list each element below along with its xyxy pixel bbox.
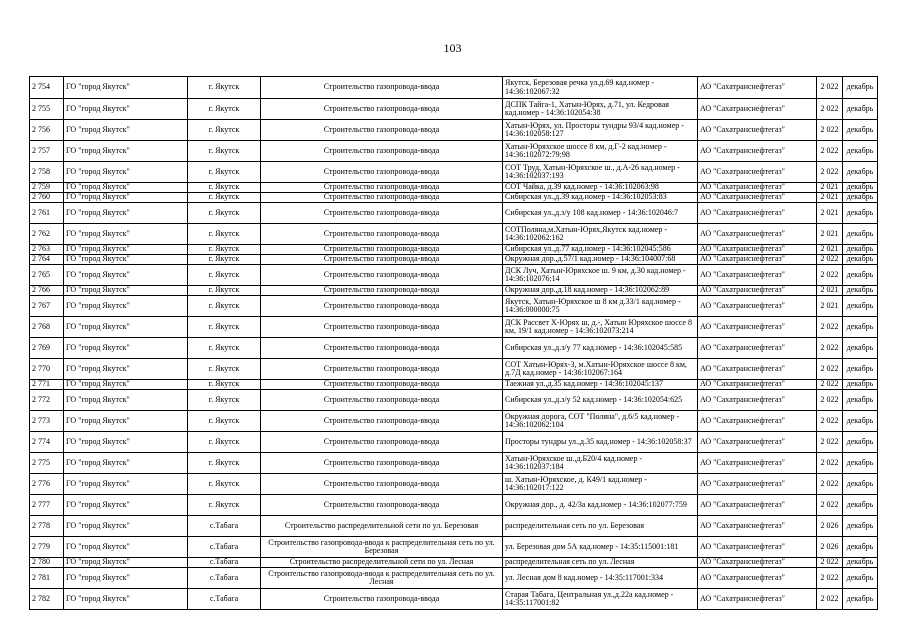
address-cell: Окружная дор.,д.18 кад.номер - 14:36:102062:89 xyxy=(503,286,698,296)
organization-cell: АО "Сахатранснефтегаз" xyxy=(698,495,817,516)
year-cell: 2 021 xyxy=(817,183,843,193)
address-cell: ДСК Луч, Хатын-Юряхское ш. 9 км, д.30 кад.номер - 14:36:102076:14 xyxy=(503,265,698,286)
settlement-cell: г. Якутск xyxy=(188,120,261,141)
work-type-cell: Строительство газопровода-ввода xyxy=(261,265,503,286)
year-cell: 2 022 xyxy=(817,411,843,432)
year-cell: 2 022 xyxy=(817,380,843,390)
work-type-cell: Строительство газопровода-ввода xyxy=(261,245,503,255)
row-number: 2 760 xyxy=(30,193,64,203)
settlement-cell: с.Табага xyxy=(188,589,261,610)
municipality-cell: ГО "город Якутск" xyxy=(64,77,188,99)
year-cell: 2 021 xyxy=(817,296,843,317)
month-cell: декабрь xyxy=(843,568,878,589)
year-cell: 2 022 xyxy=(817,99,843,120)
municipality-cell: ГО "город Якутск" xyxy=(64,338,188,359)
settlement-cell: с.Табага xyxy=(188,558,261,568)
settlement-cell: г. Якутск xyxy=(188,453,261,474)
address-cell: Хатын-Юряхское ш.,д.Б20/4 кад.номер - 14:36:102037:184 xyxy=(503,453,698,474)
address-cell: Сибирская ул.,д.з/у 77 кад.номер - 14:36:102045:585 xyxy=(503,338,698,359)
address-cell: Якутск, Березовая речка ул.д.69 кад.номер - 14:36:102067:32 xyxy=(503,77,698,99)
table-row xyxy=(30,245,878,255)
year-cell: 2 026 xyxy=(817,516,843,537)
table-row xyxy=(30,589,878,610)
row-number: 2 767 xyxy=(30,296,64,317)
organization-cell: АО "Сахатранснефтегаз" xyxy=(698,224,817,245)
settlement-cell: г. Якутск xyxy=(188,296,261,317)
work-type-cell: Строительство газопровода-ввода xyxy=(261,317,503,338)
month-cell: декабрь xyxy=(843,390,878,411)
municipality-cell: ГО "город Якутск" xyxy=(64,380,188,390)
table-row xyxy=(30,203,878,224)
row-number: 2 765 xyxy=(30,265,64,286)
settlement-cell: г. Якутск xyxy=(188,338,261,359)
month-cell: декабрь xyxy=(843,99,878,120)
year-cell: 2 022 xyxy=(817,558,843,568)
work-type-cell: Строительство газопровода-ввода xyxy=(261,203,503,224)
row-number: 2 780 xyxy=(30,558,64,568)
month-cell: декабрь xyxy=(843,516,878,537)
month-cell: декабрь xyxy=(843,141,878,162)
year-cell: 2 022 xyxy=(817,317,843,338)
settlement-cell: г. Якутск xyxy=(188,317,261,338)
month-cell: декабрь xyxy=(843,338,878,359)
year-cell: 2 021 xyxy=(817,286,843,296)
table-row xyxy=(30,474,878,495)
year-cell: 2 022 xyxy=(817,359,843,380)
table-row xyxy=(30,380,878,390)
organization-cell: АО "Сахатранснефтегаз" xyxy=(698,77,817,99)
work-type-cell: Строительство газопровода-ввода xyxy=(261,453,503,474)
municipality-cell: ГО "город Якутск" xyxy=(64,99,188,120)
municipality-cell: ГО "город Якутск" xyxy=(64,495,188,516)
table-row xyxy=(30,558,878,568)
work-type-cell: Строительство газопровода-ввода xyxy=(261,474,503,495)
settlement-cell: г. Якутск xyxy=(188,99,261,120)
municipality-cell: ГО "город Якутск" xyxy=(64,265,188,286)
address-cell: ДСПК Тайга-1, Хатын-Юрях, д.71, ул. Кедровая кад.номер - 14:36:102054:38 xyxy=(503,99,698,120)
year-cell: 2 026 xyxy=(817,537,843,558)
organization-cell: АО "Сахатранснефтегаз" xyxy=(698,474,817,495)
organization-cell: АО "Сахатранснефтегаз" xyxy=(698,411,817,432)
municipality-cell: ГО "город Якутск" xyxy=(64,296,188,317)
row-number: 2 782 xyxy=(30,589,64,610)
work-type-cell: Строительство газопровода-ввода к распределительная сеть по ул. Березовая xyxy=(261,537,503,558)
organization-cell: АО "Сахатранснефтегаз" xyxy=(698,245,817,255)
settlement-cell: г. Якутск xyxy=(188,390,261,411)
organization-cell: АО "Сахатранснефтегаз" xyxy=(698,141,817,162)
municipality-cell: ГО "город Якутск" xyxy=(64,224,188,245)
municipality-cell: ГО "город Якутск" xyxy=(64,141,188,162)
settlement-cell: г. Якутск xyxy=(188,474,261,495)
row-number: 2 756 xyxy=(30,120,64,141)
table-row xyxy=(30,183,878,193)
month-cell: декабрь xyxy=(843,359,878,380)
row-number: 2 758 xyxy=(30,162,64,183)
organization-cell: АО "Сахатранснефтегаз" xyxy=(698,120,817,141)
municipality-cell: ГО "город Якутск" xyxy=(64,453,188,474)
year-cell: 2 021 xyxy=(817,203,843,224)
municipality-cell: ГО "город Якутск" xyxy=(64,474,188,495)
address-cell: Сибирская ул.,д.з/у 108 кад.номер - 14:36:102046:7 xyxy=(503,203,698,224)
table-row xyxy=(30,495,878,516)
settlement-cell: г. Якутск xyxy=(188,77,261,99)
organization-cell: АО "Сахатранснефтегаз" xyxy=(698,453,817,474)
address-cell: Хатын-Юряхское шоссе 8 км, д.Г-2 кад.номер - 14:36:102072:79:98 xyxy=(503,141,698,162)
row-number: 2 772 xyxy=(30,390,64,411)
settlement-cell: г. Якутск xyxy=(188,162,261,183)
table-row xyxy=(30,317,878,338)
municipality-cell: ГО "город Якутск" xyxy=(64,120,188,141)
settlement-cell: г. Якутск xyxy=(188,265,261,286)
organization-cell: АО "Сахатранснефтегаз" xyxy=(698,432,817,453)
address-cell: Якутск, Хатын-Юряхское ш 8 км д.33/1 кад.номер - 14:36:000000:75 xyxy=(503,296,698,317)
organization-cell: АО "Сахатранснефтегаз" xyxy=(698,359,817,380)
work-type-cell: Строительство газопровода-ввода xyxy=(261,411,503,432)
organization-cell: АО "Сахатранснефтегаз" xyxy=(698,265,817,286)
settlement-cell: с.Табага xyxy=(188,537,261,558)
month-cell: декабрь xyxy=(843,203,878,224)
address-cell: Окружная дорога, СОТ "Поляна", д.6/5 кад.номер - 14:36:102062:104 xyxy=(503,411,698,432)
row-number: 2 778 xyxy=(30,516,64,537)
month-cell: декабрь xyxy=(843,286,878,296)
municipality-cell: ГО "город Якутск" xyxy=(64,245,188,255)
month-cell: декабрь xyxy=(843,558,878,568)
address-cell: распределительная сеть по ул. Лесная xyxy=(503,558,698,568)
settlement-cell: г. Якутск xyxy=(188,183,261,193)
organization-cell: АО "Сахатранснефтегаз" xyxy=(698,99,817,120)
row-number: 2 766 xyxy=(30,286,64,296)
month-cell: декабрь xyxy=(843,120,878,141)
row-number: 2 781 xyxy=(30,568,64,589)
row-number: 2 774 xyxy=(30,432,64,453)
table-row xyxy=(30,432,878,453)
address-cell: ДСК Рассвет Х-Юрях ш, д.-, Хатын Юряхское шоссе 8 км, 19/1 кад.номер - 14:36:102073:214 xyxy=(503,317,698,338)
organization-cell: АО "Сахатранснефтегаз" xyxy=(698,516,817,537)
municipality-cell: ГО "город Якутск" xyxy=(64,183,188,193)
settlement-cell: г. Якутск xyxy=(188,495,261,516)
work-type-cell: Строительство газопровода-ввода xyxy=(261,296,503,317)
work-type-cell: Строительство газопровода-ввода xyxy=(261,77,503,99)
municipality-cell: ГО "город Якутск" xyxy=(64,193,188,203)
row-number: 2 773 xyxy=(30,411,64,432)
organization-cell: АО "Сахатранснефтегаз" xyxy=(698,296,817,317)
year-cell: 2 021 xyxy=(817,224,843,245)
address-cell: Сибирская ул.,д.77 кад.номер - 14:36:102045:586 xyxy=(503,245,698,255)
month-cell: декабрь xyxy=(843,296,878,317)
organization-cell: АО "Сахатранснефтегаз" xyxy=(698,380,817,390)
municipality-cell: ГО "город Якутск" xyxy=(64,568,188,589)
year-cell: 2 022 xyxy=(817,141,843,162)
settlement-cell: г. Якутск xyxy=(188,224,261,245)
work-type-cell: Строительство газопровода-ввода xyxy=(261,183,503,193)
row-number: 2 777 xyxy=(30,495,64,516)
organization-cell: АО "Сахатранснефтегаз" xyxy=(698,317,817,338)
row-number: 2 754 xyxy=(30,77,64,99)
municipality-cell: ГО "город Якутск" xyxy=(64,255,188,265)
settlement-cell: г. Якутск xyxy=(188,286,261,296)
year-cell: 2 022 xyxy=(817,120,843,141)
month-cell: декабрь xyxy=(843,224,878,245)
month-cell: декабрь xyxy=(843,453,878,474)
table-row xyxy=(30,390,878,411)
table-row xyxy=(30,516,878,537)
work-type-cell: Строительство газопровода-ввода xyxy=(261,162,503,183)
work-type-cell: Строительство газопровода-ввода xyxy=(261,338,503,359)
organization-cell: АО "Сахатранснефтегаз" xyxy=(698,568,817,589)
address-cell: Старая Табага, Центральная ул.,д.22а кад.номер - 14:35:117001:82 xyxy=(503,589,698,610)
municipality-cell: ГО "город Якутск" xyxy=(64,432,188,453)
organization-cell: АО "Сахатранснефтегаз" xyxy=(698,162,817,183)
table-row xyxy=(30,537,878,558)
table-row xyxy=(30,99,878,120)
settlement-cell: г. Якутск xyxy=(188,255,261,265)
row-number: 2 775 xyxy=(30,453,64,474)
work-type-cell: Строительство газопровода-ввода xyxy=(261,390,503,411)
work-type-cell: Строительство газопровода-ввода xyxy=(261,224,503,245)
month-cell: декабрь xyxy=(843,255,878,265)
row-number: 2 762 xyxy=(30,224,64,245)
settlement-cell: с.Табага xyxy=(188,516,261,537)
year-cell: 2 022 xyxy=(817,474,843,495)
work-type-cell: Строительство газопровода-ввода xyxy=(261,589,503,610)
table-row xyxy=(30,453,878,474)
table-row xyxy=(30,338,878,359)
table-row xyxy=(30,224,878,245)
settlement-cell: с.Табага xyxy=(188,568,261,589)
organization-cell: АО "Сахатранснефтегаз" xyxy=(698,338,817,359)
address-cell: Сибирская ул.,д.з/у 52 кад.номер - 14:36:102054:625 xyxy=(503,390,698,411)
year-cell: 2 022 xyxy=(817,432,843,453)
gasification-table xyxy=(29,76,878,610)
table-row xyxy=(30,296,878,317)
address-cell: Окружная дор.,д.57/1 кад.номер - 14:36:104007:68 xyxy=(503,255,698,265)
address-cell: Таежная ул.,д.35 кад.номер - 14:36:102045:137 xyxy=(503,380,698,390)
row-number: 2 768 xyxy=(30,317,64,338)
table-row xyxy=(30,411,878,432)
month-cell: декабрь xyxy=(843,245,878,255)
table-body xyxy=(30,77,878,610)
settlement-cell: г. Якутск xyxy=(188,411,261,432)
month-cell: декабрь xyxy=(843,265,878,286)
page-number: 103 xyxy=(443,41,462,55)
row-number: 2 776 xyxy=(30,474,64,495)
municipality-cell: ГО "город Якутск" xyxy=(64,411,188,432)
year-cell: 2 022 xyxy=(817,77,843,99)
year-cell: 2 021 xyxy=(817,193,843,203)
table-row xyxy=(30,77,878,99)
organization-cell: АО "Сахатранснефтегаз" xyxy=(698,558,817,568)
address-cell: ш. Хатын-Юряхское, д. К49/1 кад.номер - 14:36:102017:122 xyxy=(503,474,698,495)
work-type-cell: Строительство газопровода-ввода xyxy=(261,286,503,296)
table-row xyxy=(30,193,878,203)
table-row xyxy=(30,162,878,183)
row-number: 2 771 xyxy=(30,380,64,390)
month-cell: декабрь xyxy=(843,589,878,610)
year-cell: 2 022 xyxy=(817,338,843,359)
year-cell: 2 022 xyxy=(817,265,843,286)
row-number: 2 779 xyxy=(30,537,64,558)
month-cell: декабрь xyxy=(843,537,878,558)
table-row xyxy=(30,120,878,141)
row-number: 2 764 xyxy=(30,255,64,265)
month-cell: декабрь xyxy=(843,495,878,516)
municipality-cell: ГО "город Якутск" xyxy=(64,359,188,380)
row-number: 2 763 xyxy=(30,245,64,255)
month-cell: декабрь xyxy=(843,193,878,203)
year-cell: 2 021 xyxy=(817,245,843,255)
work-type-cell: Строительство газопровода-ввода к распределительная сеть по ул. Лесная xyxy=(261,568,503,589)
settlement-cell: г. Якутск xyxy=(188,359,261,380)
address-cell: распределительная сеть по ул. Березовая xyxy=(503,516,698,537)
row-number: 2 759 xyxy=(30,183,64,193)
municipality-cell: ГО "город Якутск" xyxy=(64,558,188,568)
address-cell: ул. Лесная дом 8 кад.номер - 14:35:117001:334 xyxy=(503,568,698,589)
month-cell: декабрь xyxy=(843,183,878,193)
municipality-cell: ГО "город Якутск" xyxy=(64,390,188,411)
municipality-cell: ГО "город Якутск" xyxy=(64,317,188,338)
table-row xyxy=(30,568,878,589)
month-cell: декабрь xyxy=(843,432,878,453)
work-type-cell: Строительство газопровода-ввода xyxy=(261,432,503,453)
row-number: 2 755 xyxy=(30,99,64,120)
month-cell: декабрь xyxy=(843,474,878,495)
year-cell: 2 022 xyxy=(817,568,843,589)
address-cell: СОТ Чайка, д.39 кад.номер - 14:36:102063:98 xyxy=(503,183,698,193)
municipality-cell: ГО "город Якутск" xyxy=(64,162,188,183)
address-cell: Сибирская ул.,д.39 кад.номер - 14:36:102053:83 xyxy=(503,193,698,203)
address-cell: Просторы тундры ул.,д.35 кад.номер - 14:36:102058:37 xyxy=(503,432,698,453)
row-number: 2 770 xyxy=(30,359,64,380)
month-cell: декабрь xyxy=(843,380,878,390)
municipality-cell: ГО "город Якутск" xyxy=(64,516,188,537)
table-row xyxy=(30,265,878,286)
settlement-cell: г. Якутск xyxy=(188,432,261,453)
settlement-cell: г. Якутск xyxy=(188,203,261,224)
table-row xyxy=(30,359,878,380)
address-cell: СОТ Труд, Хатын-Юряхское ш., д.А-26 кад.номер - 14:36:102037:193 xyxy=(503,162,698,183)
work-type-cell: Строительство распределительной сети по ул. Лесная xyxy=(261,558,503,568)
organization-cell: АО "Сахатранснефтегаз" xyxy=(698,255,817,265)
address-cell: СОТ Хатын-Юрях-3, м.Хатын-Юряхское шоссе 8 км, д.7Д кад.номер - 14:36:102067:164 xyxy=(503,359,698,380)
year-cell: 2 022 xyxy=(817,495,843,516)
year-cell: 2 022 xyxy=(817,255,843,265)
work-type-cell: Строительство газопровода-ввода xyxy=(261,193,503,203)
month-cell: декабрь xyxy=(843,77,878,99)
settlement-cell: г. Якутск xyxy=(188,245,261,255)
year-cell: 2 022 xyxy=(817,589,843,610)
work-type-cell: Строительство газопровода-ввода xyxy=(261,99,503,120)
organization-cell: АО "Сахатранснефтегаз" xyxy=(698,537,817,558)
address-cell: СОТПоляна,м.Хатын-Юрях,Якутск кад.номер - 14:36:102062:162 xyxy=(503,224,698,245)
year-cell: 2 022 xyxy=(817,162,843,183)
work-type-cell: Строительство газопровода-ввода xyxy=(261,141,503,162)
month-cell: декабрь xyxy=(843,162,878,183)
year-cell: 2 022 xyxy=(817,390,843,411)
organization-cell: АО "Сахатранснефтегаз" xyxy=(698,203,817,224)
work-type-cell: Строительство газопровода-ввода xyxy=(261,359,503,380)
table-row xyxy=(30,141,878,162)
municipality-cell: ГО "город Якутск" xyxy=(64,203,188,224)
municipality-cell: ГО "город Якутск" xyxy=(64,589,188,610)
month-cell: декабрь xyxy=(843,317,878,338)
organization-cell: АО "Сахатранснефтегаз" xyxy=(698,193,817,203)
work-type-cell: Строительство газопровода-ввода xyxy=(261,495,503,516)
work-type-cell: Строительство газопровода-ввода xyxy=(261,380,503,390)
municipality-cell: ГО "город Якутск" xyxy=(64,537,188,558)
settlement-cell: г. Якутск xyxy=(188,193,261,203)
organization-cell: АО "Сахатранснефтегаз" xyxy=(698,286,817,296)
organization-cell: АО "Сахатранснефтегаз" xyxy=(698,390,817,411)
municipality-cell: ГО "город Якутск" xyxy=(64,286,188,296)
year-cell: 2 022 xyxy=(817,453,843,474)
settlement-cell: г. Якутск xyxy=(188,141,261,162)
row-number: 2 757 xyxy=(30,141,64,162)
work-type-cell: Строительство газопровода-ввода xyxy=(261,120,503,141)
address-cell: ул. Березовая дом 5А кад.номер - 14:35:115001:181 xyxy=(503,537,698,558)
table-row xyxy=(30,255,878,265)
settlement-cell: г. Якутск xyxy=(188,380,261,390)
address-cell: Окружная дор., д. 42/3а кад.номер - 14:36:102077:759 xyxy=(503,495,698,516)
table-row xyxy=(30,286,878,296)
work-type-cell: Строительство газопровода-ввода xyxy=(261,255,503,265)
organization-cell: АО "Сахатранснефтегаз" xyxy=(698,589,817,610)
row-number: 2 769 xyxy=(30,338,64,359)
month-cell: декабрь xyxy=(843,411,878,432)
work-type-cell: Строительство распределительной сети по ул. Березовая xyxy=(261,516,503,537)
organization-cell: АО "Сахатранснефтегаз" xyxy=(698,183,817,193)
address-cell: Хатын-Юрях, ул. Просторы тундры 93/4 кад.номер - 14:36:102058:127 xyxy=(503,120,698,141)
row-number: 2 761 xyxy=(30,203,64,224)
